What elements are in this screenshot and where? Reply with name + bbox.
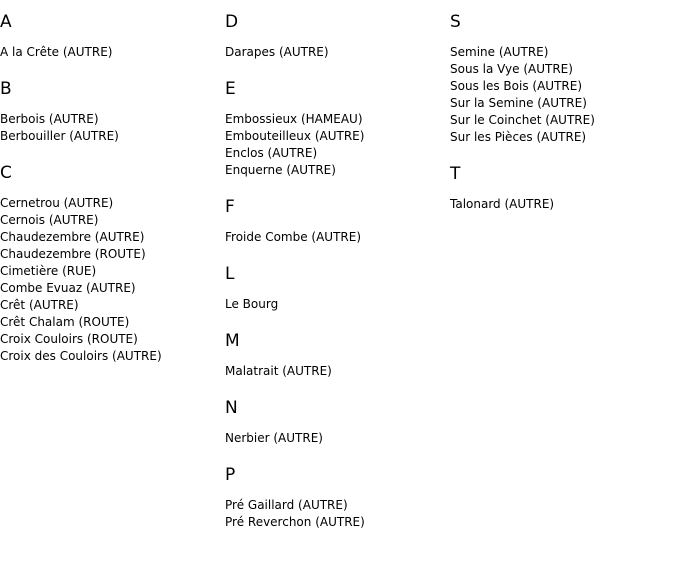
- entry-list: [0, 111, 225, 145]
- street-entry: Berbois (AUTRE): [0, 112, 99, 126]
- letter-heading: M: [225, 331, 240, 351]
- index-column-3: [450, 12, 675, 231]
- street-entry: Nerbier (AUTRE): [225, 431, 323, 445]
- letter-heading: P: [225, 465, 236, 485]
- letter-group-p: [225, 465, 450, 531]
- entry-list: [0, 44, 225, 61]
- street-entry: Cimetière (RUE): [0, 264, 97, 278]
- street-entry: Croix des Couloirs (AUTRE): [0, 349, 162, 363]
- street-entry: Embouteilleux (AUTRE): [225, 129, 365, 143]
- letter-group-s: [450, 12, 675, 146]
- entry-list: [225, 296, 450, 313]
- letter-group-c: [0, 163, 225, 365]
- street-entry: Semine (AUTRE): [450, 45, 549, 59]
- letter-heading: N: [225, 398, 238, 418]
- entry-list: [0, 195, 225, 365]
- street-entry: Cernetrou (AUTRE): [0, 196, 114, 210]
- street-entry: Sur les Pièces (AUTRE): [450, 130, 587, 144]
- street-entry: Crêt (AUTRE): [0, 298, 79, 312]
- street-entry: Cernois (AUTRE): [0, 213, 99, 227]
- letter-heading: D: [225, 12, 239, 32]
- street-entry: Pré Reverchon (AUTRE): [225, 515, 365, 529]
- entry-list: [225, 497, 450, 531]
- letter-group-n: [225, 398, 450, 447]
- index-column-1: [0, 12, 225, 383]
- street-entry: Sur la Semine (AUTRE): [450, 96, 587, 110]
- street-entry: Enquerne (AUTRE): [225, 163, 336, 177]
- entry-list: [225, 111, 450, 179]
- street-entry: Talonard (AUTRE): [450, 197, 555, 211]
- letter-heading: A: [0, 12, 12, 32]
- letter-group-e: [225, 79, 450, 179]
- letter-heading: L: [225, 264, 235, 284]
- letter-group-a: [0, 12, 225, 61]
- street-entry: Malatrait (AUTRE): [225, 364, 332, 378]
- entry-list: [225, 44, 450, 61]
- letter-group-l: [225, 264, 450, 313]
- letter-heading: C: [0, 163, 12, 183]
- street-entry: Darapes (AUTRE): [225, 45, 329, 59]
- letter-heading: T: [450, 164, 461, 184]
- street-entry: Froide Combe (AUTRE): [225, 230, 362, 244]
- street-entry: Sous la Vye (AUTRE): [450, 62, 573, 76]
- entry-list: [225, 363, 450, 380]
- letter-heading: B: [0, 79, 12, 99]
- letter-heading: S: [450, 12, 461, 32]
- entry-list: [450, 196, 675, 213]
- letter-heading: F: [225, 197, 235, 217]
- street-entry: Berbouiller (AUTRE): [0, 129, 119, 143]
- entry-list: [225, 229, 450, 246]
- letter-group-m: [225, 331, 450, 380]
- street-entry: Sous les Bois (AUTRE): [450, 79, 582, 93]
- entry-list: [450, 44, 675, 146]
- letter-group-b: [0, 79, 225, 145]
- street-entry: Croix Couloirs (ROUTE): [0, 332, 138, 346]
- street-entry: Le Bourg: [225, 297, 279, 311]
- street-entry: A la Crête (AUTRE): [0, 45, 113, 59]
- street-entry: Chaudezembre (ROUTE): [0, 247, 146, 261]
- street-entry: Embossieux (HAMEAU): [225, 112, 363, 126]
- letter-heading: E: [225, 79, 236, 99]
- letter-group-d: [225, 12, 450, 61]
- index-column-2: [225, 12, 450, 549]
- street-entry: Enclos (AUTRE): [225, 146, 318, 160]
- entry-list: [225, 430, 450, 447]
- street-entry: Pré Gaillard (AUTRE): [225, 498, 348, 512]
- letter-group-f: [225, 197, 450, 246]
- street-entry: Combe Evuaz (AUTRE): [0, 281, 136, 295]
- street-entry: Sur le Coinchet (AUTRE): [450, 113, 595, 127]
- letter-group-t: [450, 164, 675, 213]
- street-entry: Crêt Chalam (ROUTE): [0, 315, 130, 329]
- street-entry: Chaudezembre (AUTRE): [0, 230, 145, 244]
